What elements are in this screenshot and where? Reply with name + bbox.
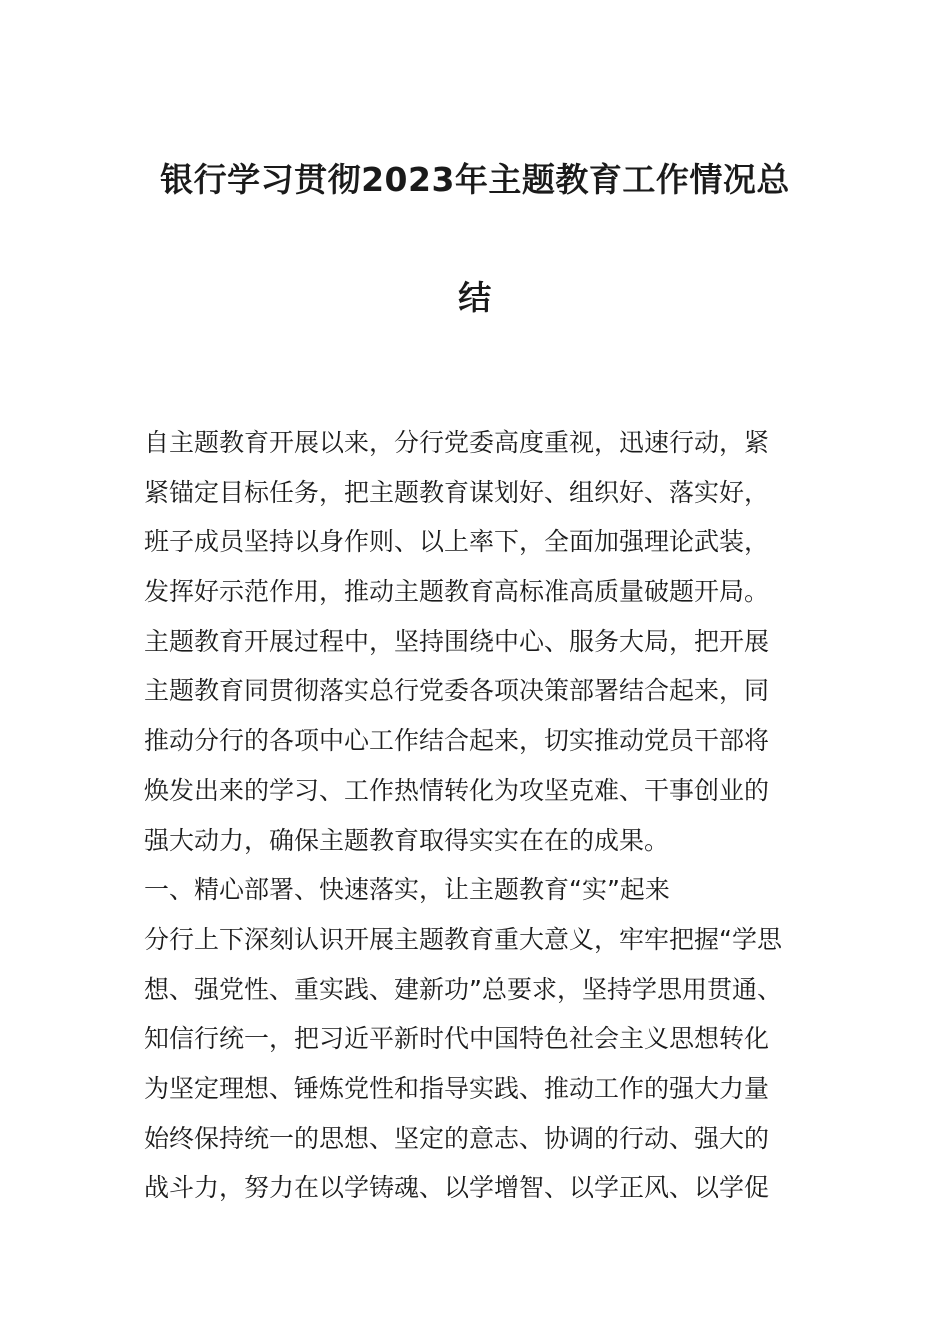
- body-line: 班子成员坚持以身作则、以上率下，全面加强理论武装，: [144, 527, 770, 557]
- body-line: 推动分行的各项中心工作结合起来，切实推动党员干部将: [144, 726, 770, 756]
- body-line: 强大动力，确保主题教育取得实实在在的成果。: [144, 825, 670, 855]
- body-line: 主题教育同贯彻落实总行党委各项决策部署结合起来，同: [144, 676, 770, 706]
- body-line: 分行上下深刻认识开展主题教育重大意义，牢牢把握“学思: [144, 924, 782, 954]
- body-line: 发挥好示范作用，推动主题教育高标准高质量破题开局。: [144, 577, 770, 607]
- body-line: 焕发出来的学习、工作热情转化为攻坚克难、干事创业的: [144, 775, 770, 805]
- section-heading: 一、精心部署、快速落实，让主题教育“实”起来: [144, 875, 670, 905]
- body-line: 战斗力，努力在以学铸魂、以学增智、以学正风、以学促: [144, 1173, 770, 1203]
- body-line: 主题教育开展过程中，坚持围绕中心、服务大局，把开展: [144, 626, 770, 656]
- document-body: [144, 418, 814, 1213]
- document-title-line-1: 银行学习贯彻2023年主题教育工作情况总: [160, 160, 790, 199]
- document-title-line-2: 结: [458, 278, 492, 317]
- body-line: 始终保持统一的思想、坚定的意志、协调的行动、强大的: [144, 1123, 770, 1153]
- body-line: 自主题教育开展以来，分行党委高度重视，迅速行动，紧: [144, 428, 770, 457]
- body-line: 紧锚定目标任务，把主题教育谋划好、组织好、落实好，: [144, 477, 770, 507]
- body-line: 知信行统一，把习近平新时代中国特色社会主义思想转化: [144, 1024, 770, 1054]
- body-line: 为坚定理想、锤炼党性和指导实践、推动工作的强大力量: [144, 1073, 770, 1103]
- body-line: 想、强党性、重实践、建新功”总要求，坚持学思用贯通、: [144, 974, 782, 1004]
